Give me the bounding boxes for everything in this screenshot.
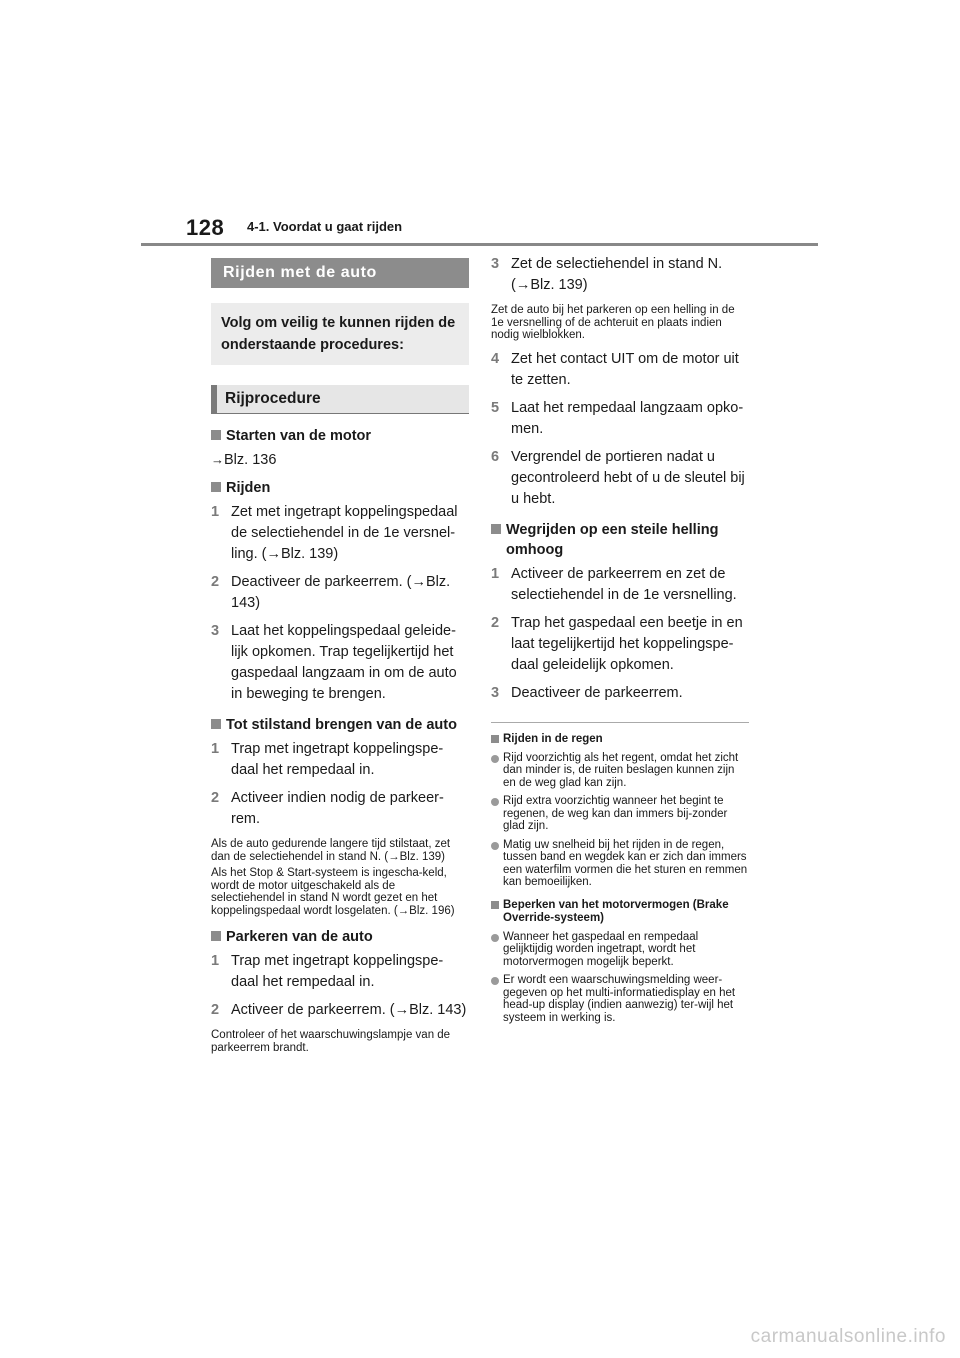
step-item: 2 Deactiveer de parkeerrem. (→Blz. 143) [211,574,451,611]
square-bullet-icon [211,430,221,440]
step-item: 2 Activeer de parkeerrem. (→Blz. 143) [211,1002,467,1018]
square-bullet-icon [211,719,221,729]
left-column [211,258,469,1054]
heading-driving: Rijden [211,478,469,498]
step-item: 2 Activeer indien nodig de parkeer-rem. [211,790,444,827]
bullet-dot-icon [491,977,499,985]
step-item: 1 Trap met ingetrapt koppelingspe-daal het rempedaal in. [211,741,444,778]
heading-start-engine: Starten van de motor [211,426,469,446]
bullet-item: Matig uw snelheid bij het rijden in de regen, tussen band en wegdek kan er zich dan immers een waterfilm vormen die het sturen en remmen kan bemoeilijken. [491,839,749,889]
step-item: 1 Activeer de parkeerrem en zet de selectiehendel in de 1e versnelling. [491,565,737,603]
bullet-dot-icon [491,798,499,806]
step-item: 3 Laat het koppelingspedaal geleide-lijk opkomen. Trap tegelijkertijd het gaspedaal langzaam in om de auto in beweging te brengen. [211,623,457,702]
bullet-dot-icon [491,934,499,942]
reference-start-engine: →Blz. 136 [211,452,277,468]
step-item: 2 Trap het gaspedaal een beetje in en laat tegelijkertijd het koppelingspe-daal geleidelijk opkomen. [491,614,743,673]
square-bullet-icon [491,735,499,743]
bullet-item: Rijd voorzichtig als het regent, omdat het zicht dan minder is, de ruiten beslagen kunnen zijn en de weg glad kan zijn. [491,752,749,790]
note-text: Als de auto gedurende langere tijd stilstaat, zet dan de selectiehendel in stand N. (→Blz. 139) [211,838,451,863]
watermark: carmanualsonline.info [750,1326,946,1347]
square-bullet-icon [211,482,221,492]
square-bullet-icon [491,901,499,909]
bullet-dot-icon [491,842,499,850]
note-text: Controleer of het waarschuwingslampje van de parkeerrem brandt. [211,1029,451,1054]
step-item: 4 Zet het contact UIT om de motor uit te zetten. [491,350,739,388]
bullet-item: Wanneer het gaspedaal en rempedaal gelijktijdig worden ingetrapt, wordt het motorvermogen mogelijk beperkt. [491,931,749,969]
step-item: 6 Vergrendel de portieren nadat u gecontroleerd hebt of u de sleutel bij u hebt. [491,448,745,507]
divider [491,722,749,723]
heading-parking: Parkeren van de auto [211,927,469,947]
section-label: 4-1. Voordat u gaat rijden [247,219,403,234]
heading-rain: Rijden in de regen [491,733,749,746]
square-bullet-icon [211,931,221,941]
note-text: Als het Stop & Start-systeem is ingescha-keld, wordt de motor uitgeschakeld als de selectiehendel in stand N wordt gezet en het koppelingspedaal wordt losgelaten. (→Blz. 196) [211,867,455,917]
step-item: 3 Deactiveer de parkeerrem. [491,684,683,701]
section-title: Rijden met de auto [211,258,469,288]
heading-brake-override: Beperken van het motorvermogen (Brake Override-systeem) [491,899,749,925]
step-item: 3 Zet de selectiehendel in stand N. (→Blz. 139) [491,256,723,293]
header-rule [141,243,818,246]
bullet-item: Er wordt een waarschuwingsmelding weer-gegeven op het multi-informatiedisplay en het head-up display (indien aanwezig) ter-wijl het systeem in werking is. [491,974,749,1024]
note-text: Zet de auto bij het parkeren op een helling in de 1e versnelling of de achteruit en plaats indien nodig wielblokken. [491,304,735,341]
subsection-title: Rijprocedure [211,385,469,414]
bullet-item: Rijd extra voorzichtig wanneer het begint te regenen, de weg kan dan immers bij-zonder glad zijn. [491,795,749,833]
intro-box: Volg om veilig te kunnen rijden de onderstaande procedures: [211,303,469,365]
step-item: 1 Trap met ingetrapt koppelingspe-daal het rempedaal in. [211,953,444,990]
right-column [491,254,749,1024]
step-item: 5 Laat het rempedaal langzaam opko-men. [491,399,744,437]
bullet-dot-icon [491,755,499,763]
step-item: 1 Zet met ingetrapt koppelingspedaal de selectiehendel in de 1e versnel-ling. (→Blz. 139) [211,504,458,562]
square-bullet-icon [491,524,501,534]
heading-stopping: Tot stilstand brengen van de auto [211,715,469,735]
page-number: 128 [186,215,225,240]
heading-hill-start: Wegrijden op een steile helling omhoog [491,520,749,560]
